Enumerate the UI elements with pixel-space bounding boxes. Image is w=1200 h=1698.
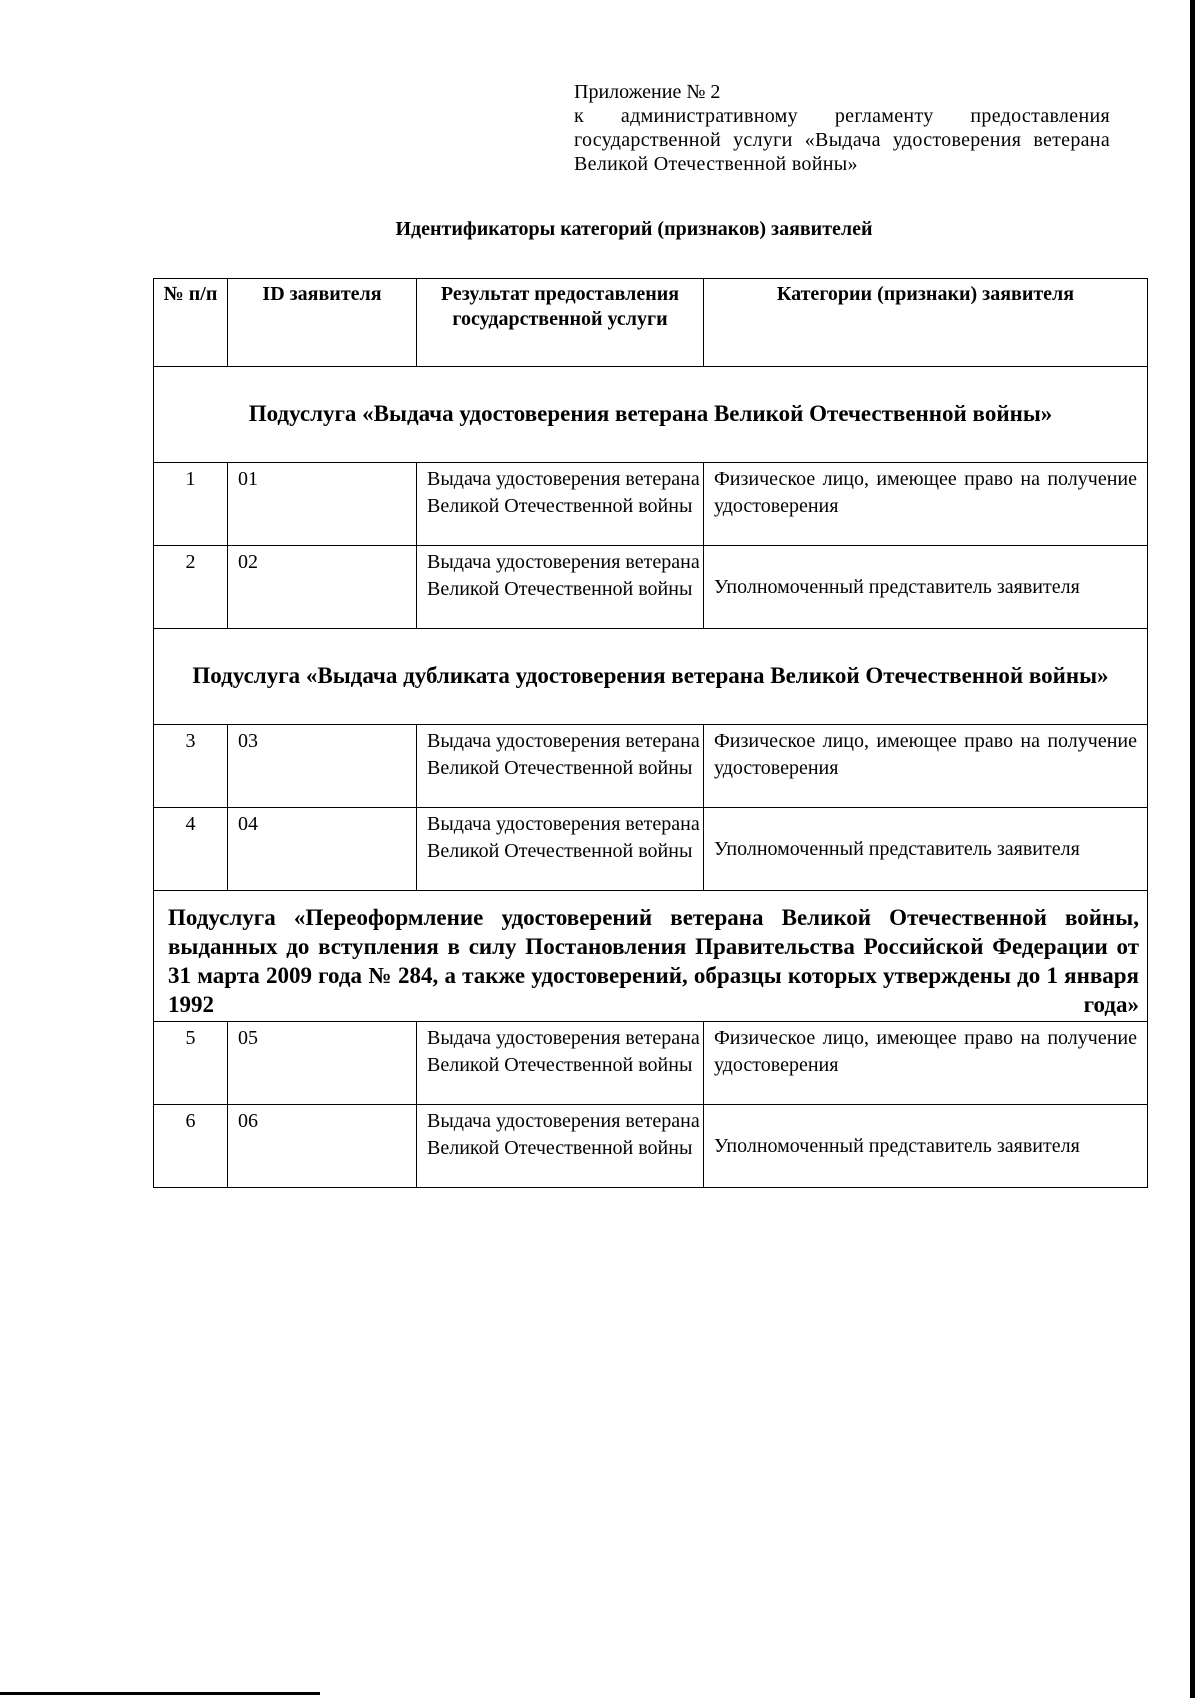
- header-category: Категории (признаки) заявителя: [704, 279, 1148, 367]
- row-result: Выдача удостоверения ветерана Великой Отечественной войны: [417, 1105, 704, 1188]
- applicant-categories-table: [153, 278, 1148, 1188]
- subservice-title: Подуслуга «Переоформление удостоверений ветерана Великой Отечественной войны, выданных до вступления в силу Постановления Правительства Российской Федерации от 31 марта 2009 года № 284, а также удостоверений, образцы которых утверждены до 1 января 1992 года»: [154, 891, 1148, 1022]
- row-category: Физическое лицо, имеющее право на получение удостоверения: [704, 1022, 1148, 1105]
- scan-edge-right: [1190, 0, 1195, 1698]
- table-header-row: [154, 279, 1148, 367]
- row-num: 5: [154, 1022, 228, 1105]
- row-category: Уполномоченный представитель заявителя: [704, 546, 1148, 629]
- row-num: 3: [154, 725, 228, 808]
- row-num: 2: [154, 546, 228, 629]
- appendix-reference: к административному регламенту предоставления государственной услуги «Выдача удостоверения ветерана Великой Отечественной войны»: [574, 105, 1110, 175]
- row-num: 4: [154, 808, 228, 891]
- table-row: [154, 808, 1148, 891]
- row-result: Выдача удостоверения ветерана Великой Отечественной войны: [417, 463, 704, 546]
- row-num: 6: [154, 1105, 228, 1188]
- row-category: Физическое лицо, имеющее право на получение удостоверения: [704, 463, 1148, 546]
- appendix-block: [574, 80, 1110, 176]
- table-row: [154, 725, 1148, 808]
- row-result: Выдача удостоверения ветерана Великой Отечественной войны: [417, 546, 704, 629]
- row-id: 02: [228, 546, 417, 629]
- row-category: Физическое лицо, имеющее право на получение удостоверения: [704, 725, 1148, 808]
- row-num: 1: [154, 463, 228, 546]
- row-id: 01: [228, 463, 417, 546]
- row-id: 04: [228, 808, 417, 891]
- row-id: 05: [228, 1022, 417, 1105]
- row-result: Выдача удостоверения ветерана Великой Отечественной войны: [417, 1022, 704, 1105]
- subservice-title: Подуслуга «Выдача дубликата удостоверения ветерана Великой Отечественной войны»: [154, 629, 1148, 725]
- row-category: Уполномоченный представитель заявителя: [704, 1105, 1148, 1188]
- document-title: Идентификаторы категорий (признаков) заявителей: [395, 218, 873, 240]
- row-category: Уполномоченный представитель заявителя: [704, 808, 1148, 891]
- table-row: [154, 1022, 1148, 1105]
- appendix-number: Приложение № 2: [574, 81, 721, 103]
- row-result: Выдача удостоверения ветерана Великой Отечественной войны: [417, 808, 704, 891]
- header-result: Результат предоставления государственной услуги: [417, 279, 704, 367]
- header-num: № п/п: [154, 279, 228, 367]
- subservice-row: [154, 629, 1148, 725]
- table-row: [154, 546, 1148, 629]
- subservice-title: Подуслуга «Выдача удостоверения ветерана Великой Отечественной войны»: [154, 367, 1148, 463]
- scan-edge-bottom: [0, 1692, 320, 1695]
- row-id: 06: [228, 1105, 417, 1188]
- header-id: ID заявителя: [228, 279, 417, 367]
- table-row: [154, 463, 1148, 546]
- row-result: Выдача удостоверения ветерана Великой Отечественной войны: [417, 725, 704, 808]
- row-id: 03: [228, 725, 417, 808]
- table-row: [154, 1105, 1148, 1188]
- subservice-row: [154, 891, 1148, 1022]
- subservice-row: [154, 367, 1148, 463]
